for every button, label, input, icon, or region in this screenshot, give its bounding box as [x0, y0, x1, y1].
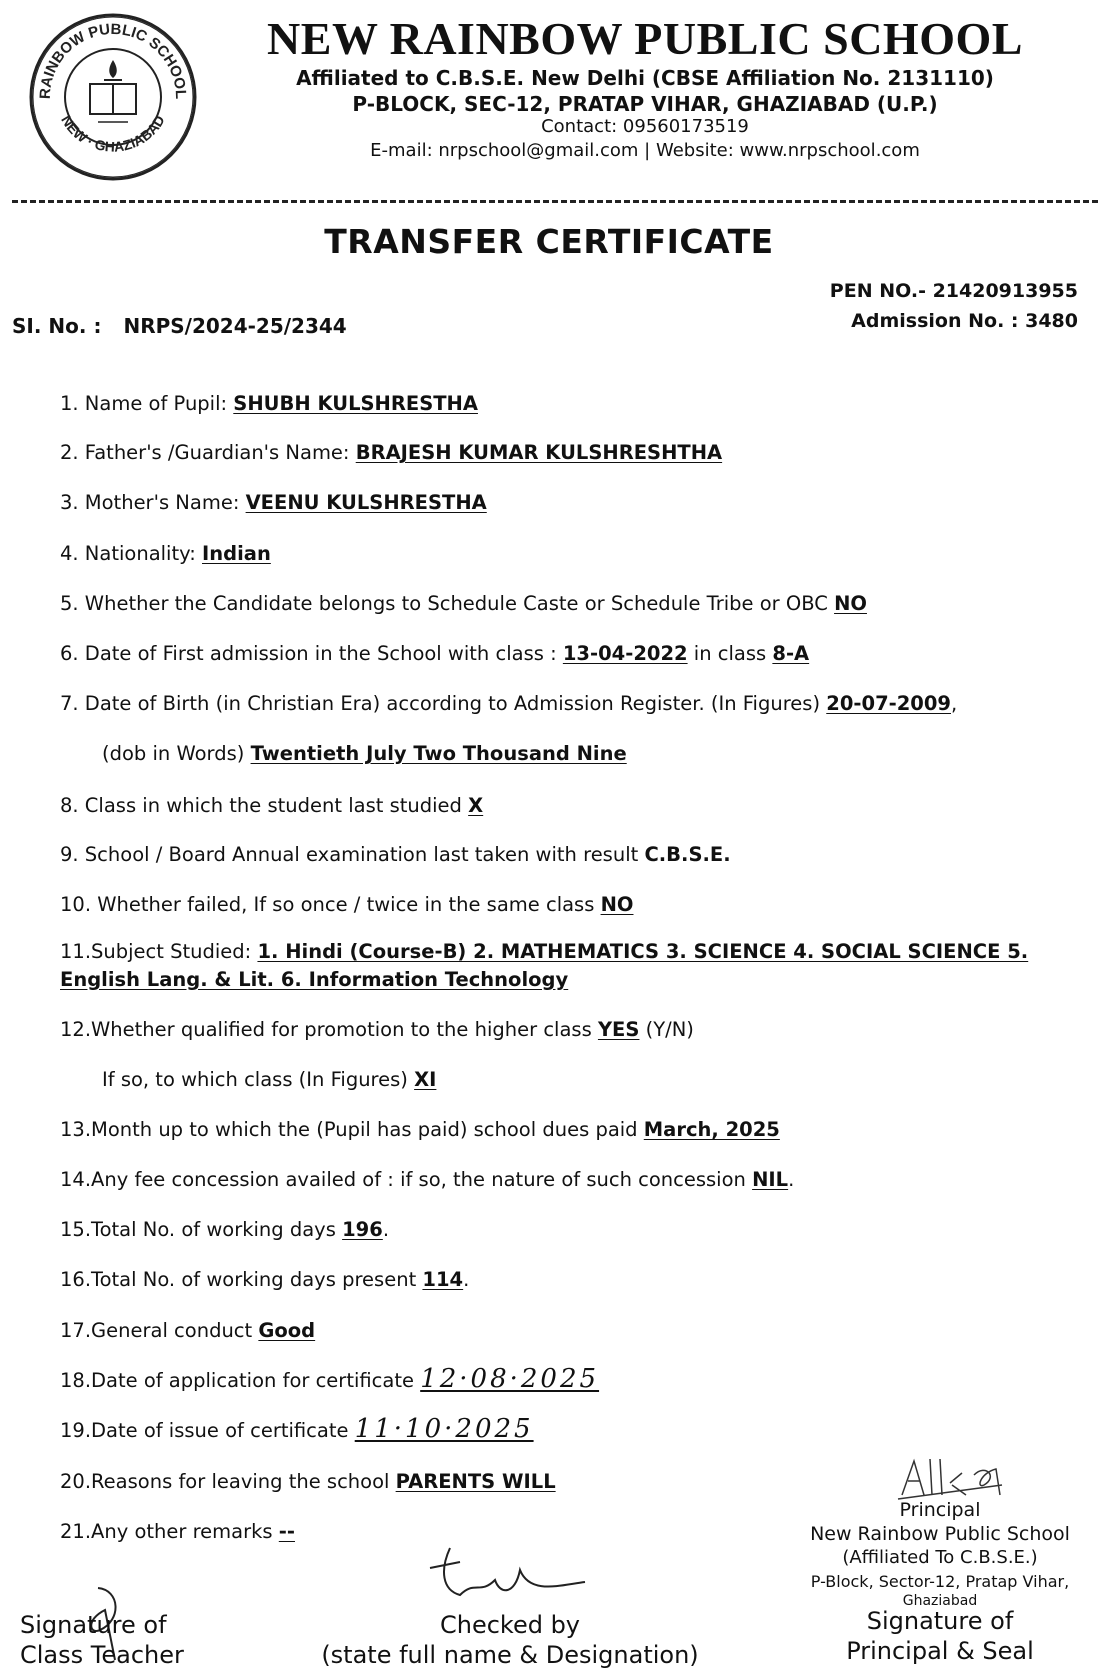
- item-label: 16.Total No. of working days present: [60, 1268, 423, 1291]
- remarks: --: [278, 1520, 295, 1543]
- item-fee-concession: 14.Any fee concession availed of : if so, the nature of such concession NIL.: [60, 1168, 795, 1191]
- serial-label: SI. No. :: [12, 314, 102, 338]
- item-label: 1. Name of Pupil:: [60, 392, 234, 415]
- item-label: 11.Subject Studied:: [60, 940, 258, 963]
- item-name-of-pupil: [60, 392, 478, 415]
- header-divider: [12, 200, 1098, 203]
- principal-school: New Rainbow Public School: [810, 1523, 1070, 1545]
- item-last-exam: [60, 843, 731, 866]
- item-date-of-birth: 7. Date of Birth (in Christian Era) according to Admission Register. (In Figures) 20-07-2009,: [60, 692, 958, 715]
- dob-words: Twentieth July Two Thousand Nine: [250, 742, 627, 765]
- item-label: 2. Father's /Guardian's Name:: [60, 441, 356, 464]
- email-website-line: E-mail: nrpschool@gmail.com | Website: www.nrpschool.com: [370, 140, 920, 161]
- item-label: 9. School / Board Annual examination last taken with result: [60, 843, 645, 866]
- promotion-status: YES: [597, 1018, 640, 1041]
- item-label: If so, to which class (In Figures): [102, 1068, 415, 1091]
- fee-concession: NIL: [752, 1168, 789, 1191]
- item-father-name: [60, 441, 722, 464]
- general-conduct: Good: [258, 1319, 316, 1342]
- nationality: Indian: [202, 542, 271, 565]
- last-class: X: [468, 794, 484, 817]
- admission-date: 13-04-2022: [562, 642, 688, 665]
- admission-class: 8-A: [772, 642, 810, 665]
- item-subjects: [60, 938, 1098, 994]
- school-seal: [28, 12, 198, 182]
- item-label: 20.Reasons for leaving the school: [60, 1470, 396, 1493]
- class-teacher-line1: Signature of: [20, 1611, 167, 1639]
- pupil-name: SHUBH KULSHRESTHA: [233, 392, 478, 415]
- item-label: 5. Whether the Candidate belongs to Schedule Caste or Schedule Tribe or OBC: [60, 592, 835, 615]
- item-label: 15.Total No. of working days: [60, 1218, 343, 1241]
- item-last-class: [60, 794, 483, 817]
- item-label: 3. Mother's Name:: [60, 491, 246, 514]
- item-label: 8. Class in which the student last studied: [60, 794, 469, 817]
- svg-text:RAINBOW PUBLIC SCHOOL: RAINBOW PUBLIC SCHOOL: [36, 20, 190, 100]
- school-name: NEW RAINBOW PUBLIC SCHOOL: [267, 13, 1023, 64]
- principal-sig-line2: Principal & Seal: [846, 1637, 1034, 1665]
- item-caste: [60, 592, 867, 615]
- item-label: 19.Date of issue of certificate: [60, 1419, 355, 1442]
- principal-city: Ghaziabad: [902, 1593, 978, 1609]
- item-application-date: [60, 1364, 599, 1394]
- item-label: in class: [687, 642, 773, 665]
- class-teacher-line2: Class Teacher: [20, 1641, 184, 1669]
- item-label: 4. Nationality:: [60, 542, 203, 565]
- item-dob-words: [102, 742, 627, 765]
- item-label: 18.Date of application for certificate: [60, 1369, 421, 1392]
- promotion-class: XI: [414, 1068, 437, 1091]
- item-label: 10. Whether failed, If so once / twice in the same class: [60, 893, 601, 916]
- item-leaving-reason: [60, 1470, 556, 1493]
- item-label: 7. Date of Birth (in Christian Era) according to Admission Register. (In Figures): [60, 692, 827, 715]
- dob-figures: 20-07-2009: [826, 692, 951, 715]
- failed-status: NO: [600, 893, 634, 916]
- item-label: 13.Month up to which the (Pupil has paid) school dues paid: [60, 1118, 644, 1141]
- item-promotion: [60, 1018, 694, 1041]
- principal-title: Principal: [899, 1499, 981, 1521]
- item-remarks: [60, 1520, 295, 1543]
- application-date: 12·08·2025: [420, 1364, 600, 1394]
- item-dues-paid: [60, 1118, 780, 1141]
- affiliation-line: Affiliated to C.B.S.E. New Delhi (CBSE Affiliation No. 2131110): [296, 66, 994, 90]
- checked-by-line2: (state full name & Designation): [321, 1641, 699, 1669]
- item-label: 21.Any other remarks: [60, 1520, 279, 1543]
- item-conduct: [60, 1319, 315, 1342]
- subjects-list: 1. Hindi (Course-B) 2. MATHEMATICS 3. SCIENCE 4. SOCIAL SCIENCE 5. English Lang. & Lit. 6. Information Technology: [60, 940, 1029, 991]
- mother-name: VEENU KULSHRESTHA: [245, 491, 487, 514]
- item-working-days: 15.Total No. of working days 196.: [60, 1218, 390, 1241]
- serial-number: [12, 314, 347, 338]
- item-days-present: 16.Total No. of working days present 114.: [60, 1268, 470, 1291]
- principal-address: P-Block, Sector-12, Pratap Vihar,: [810, 1572, 1070, 1591]
- class-teacher-label: [20, 1610, 190, 1670]
- item-label: (dob in Words): [102, 742, 251, 765]
- principal-affiliation: (Affiliated To C.B.S.E.): [842, 1547, 1038, 1568]
- certificate-title: TRANSFER CERTIFICATE: [324, 222, 774, 261]
- item-issue-date: [60, 1414, 534, 1444]
- caste-status: NO: [834, 592, 867, 615]
- item-mother-name: [60, 491, 487, 514]
- father-name: BRAJESH KUMAR KULSHRESHTHA: [355, 441, 723, 464]
- admission-number: Admission No. : 3480: [851, 310, 1078, 332]
- principal-signature-label: [790, 1606, 1090, 1666]
- contact-line: Contact: 09560173519: [541, 116, 749, 137]
- serial-value: NRPS/2024-25/2344: [123, 314, 347, 338]
- pen-number: PEN NO.- 21420913955: [829, 280, 1078, 302]
- item-label: 14.Any fee concession availed of : if so, the nature of such concession: [60, 1168, 753, 1191]
- item-nationality: [60, 542, 271, 565]
- item-label: 12.Whether qualified for promotion to the higher class: [60, 1018, 598, 1041]
- item-first-admission: [60, 642, 809, 665]
- item-failed: [60, 893, 633, 916]
- svg-text:NEW · GHAZIABAD: NEW · GHAZIABAD: [58, 112, 168, 155]
- item-label: 17.General conduct: [60, 1319, 259, 1342]
- checker-signature: [420, 1540, 590, 1610]
- dues-paid-month: March, 2025: [643, 1118, 780, 1141]
- address-line: P-BLOCK, SEC-12, PRATAP VIHAR, GHAZIABAD (U.P.): [352, 92, 938, 116]
- issue-date: 11·10·2025: [354, 1414, 534, 1444]
- principal-stamp: [790, 1498, 1090, 1608]
- item-promotion-class: [102, 1068, 436, 1091]
- principal-sig-line1: Signature of: [866, 1607, 1014, 1635]
- principal-signature: [890, 1455, 1010, 1503]
- days-present: 114: [422, 1268, 464, 1291]
- exam-result: C.B.S.E.: [644, 843, 731, 866]
- checked-by-line1: Checked by: [439, 1611, 581, 1639]
- checked-by-label: [300, 1610, 720, 1670]
- leaving-reason: PARENTS WILL: [395, 1470, 556, 1493]
- item-label: 6. Date of First admission in the School with class :: [60, 642, 563, 665]
- working-days: 196: [342, 1218, 383, 1241]
- item-label: (Y/N): [639, 1018, 694, 1041]
